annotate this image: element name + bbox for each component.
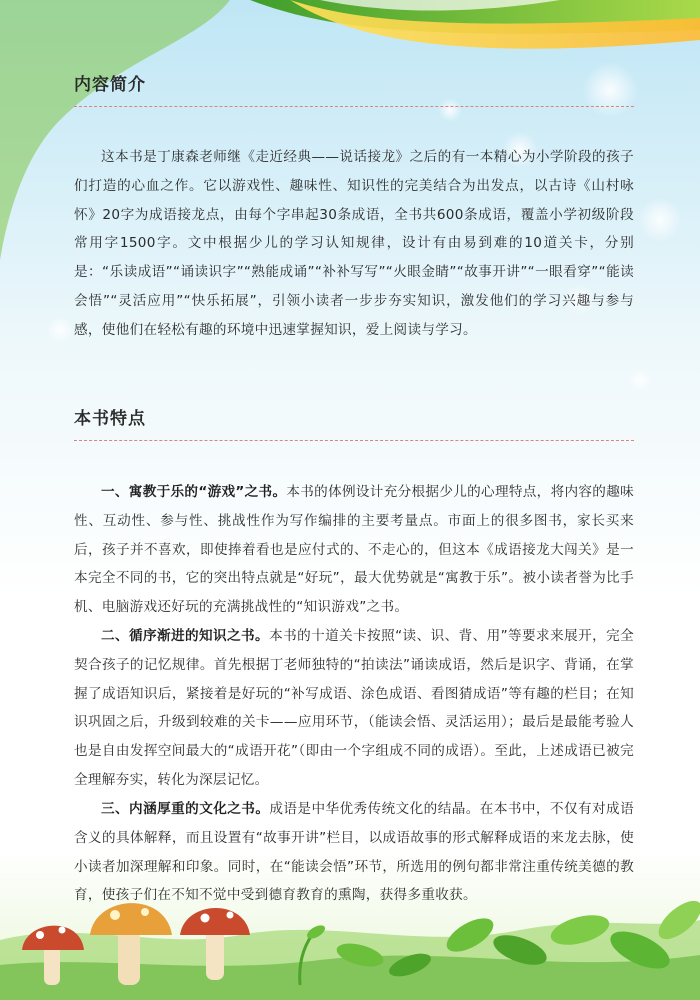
- intro-divider: [74, 106, 634, 107]
- intro-paragraph: 这本书是丁康森老师继《走近经典——说话接龙》之后的有一本精心为小学阶段的孩子们打造的心血之作。它以游戏性、趣味性、知识性的完美结合为出发点，以古诗《山村咏怀》20字为成语接龙点，由每个字串起30条成语，全书共600条成语，覆盖小学初级阶段常用字1500字。文中根据少儿的学习认知规律，设计有由易到难的10道关卡，分别是：“乐读成语”“诵读识字”“熟能成诵”“补补写写”“火眼金睛”“故事开讲”“一眼看穿”“能读会悟”“灵活应用”“快乐拓展”，引领小读者一步步夯实知识，激发他们的学习兴趣与参与感，使他们在轻松有趣的环境中迅速掌握知识，爱上阅读与学习。: [74, 149, 634, 338]
- intro-heading: 内容简介: [74, 75, 146, 95]
- feature-paragraph-2: [74, 622, 634, 795]
- feature-paragraph-3: [74, 795, 634, 910]
- feature-lead-1: 一、寓教于乐的“游戏”之书。: [101, 484, 287, 500]
- features-divider: [74, 440, 634, 441]
- feature-text-1: 本书的体例设计充分根据少儿的心理特点，将内容的趣味性、互动性、参与性、挑战性作为写作编排的主要考量点。市面上的很多图书，家长买来后，孩子并不喜欢，即使捧着看也是应付式的、不走心的，但这本《成语接龙大闯关》是一本完全不同的书，它的突出特点就是“好玩”，最大优势就是“寓教于乐”。被小读者誉为比手机、电脑游戏还好玩的充满挑战性的“知识游戏”之书。: [74, 484, 634, 616]
- feature-lead-2: 二、循序渐进的知识之书。: [101, 628, 270, 644]
- feature-lead-3: 三、内涵厚重的文化之书。: [101, 801, 270, 817]
- feature-text-3: 成语是中华优秀传统文化的结晶。在本书中，不仅有对成语含义的具体解释，而且设置有“故事开讲”栏目，以成语故事的形式解释成语的来龙去脉，使小读者加深理解和印象。同时，在“能读会悟”环节，所选用的例句都非常注重传统美德的教育，使孩子们在不知不觉中受到德育教育的熏陶，获得多重收获。: [74, 801, 634, 904]
- feature-text-2: 本书的十道关卡按照“读、识、背、用”等要求来展开，完全契合孩子的记忆规律。首先根据丁老师独特的“拍读法”诵读成语，然后是识字、背诵，在掌握了成语知识后，紧接着是好玩的“补写成语、涂色成语、看图猜成语”等有趣的栏目；在知识巩固之后，升级到较难的关卡——应用环节，（能读会悟、灵活运用）；最后是最能考验人也是自由发挥空间最大的“成语开花”（即由一个字组成不同的成语）。至此，上述成语已被完全理解夯实，转化为深层记忆。: [74, 628, 634, 788]
- features-heading: 本书特点: [74, 409, 146, 429]
- feature-paragraph-1: [74, 478, 634, 622]
